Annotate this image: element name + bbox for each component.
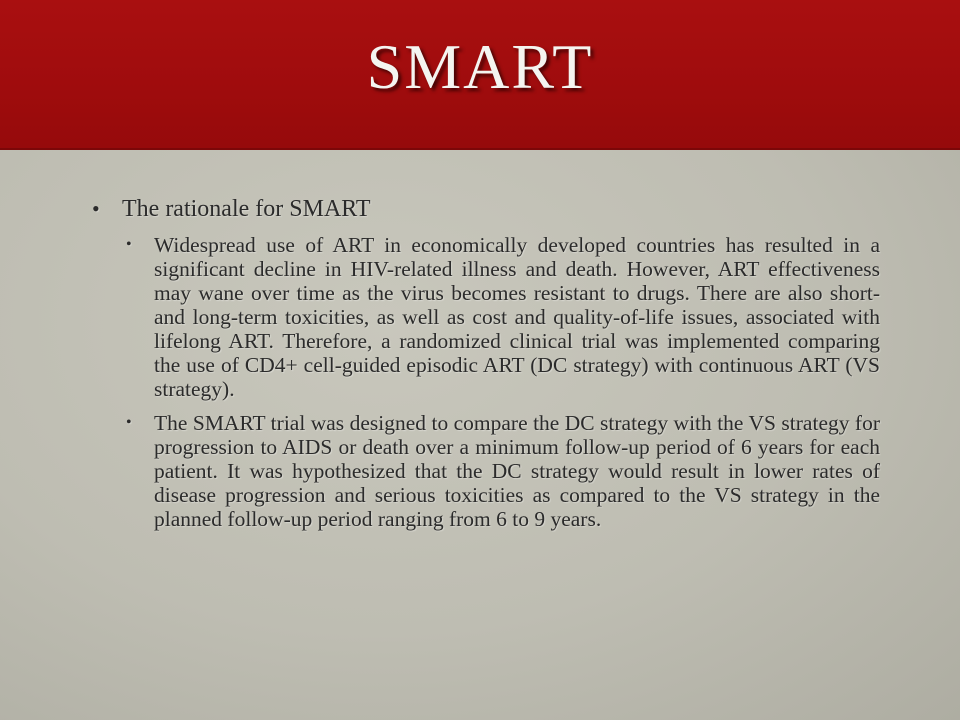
bullet-text: The rationale for SMART [122,196,371,222]
bullet-dot-icon: • [126,414,132,431]
slide-title: SMART [366,31,594,102]
bullet-dot-icon: • [126,236,132,253]
sub-bullet-design [126,411,880,531]
bullet-dot-icon: • [92,196,100,221]
bullet-level1 [90,195,880,223]
title-bar [0,0,960,150]
slide-content [90,195,880,541]
sub-bullet-text: The SMART trial was designed to compare the DC strategy with the VS strategy for progression to AIDS or death over a minimum follow-up period of 6 years for each patient. It was hypothesized that the DC strategy would result in lower rates of disease progression and serious toxicities as compared to the VS strategy in the planned follow-up period ranging from 6 to 9 years. [154,411,880,531]
sub-bullet-text: Widespread use of ART in economically developed countries has resulted in a significant decline in HIV-related illness and death. However, ART effectiveness may wane over time as the virus becomes resistant to drugs. There are also short- and long-term toxicities, as well as cost and quality-of-life issues, associated with lifelong ART. Therefore, a randomized clinical trial was implemented comparing the use of CD4+ cell-guided episodic ART (DC strategy) with continuous ART (VS strategy). [154,233,880,401]
sub-bullet-rationale [126,233,880,401]
